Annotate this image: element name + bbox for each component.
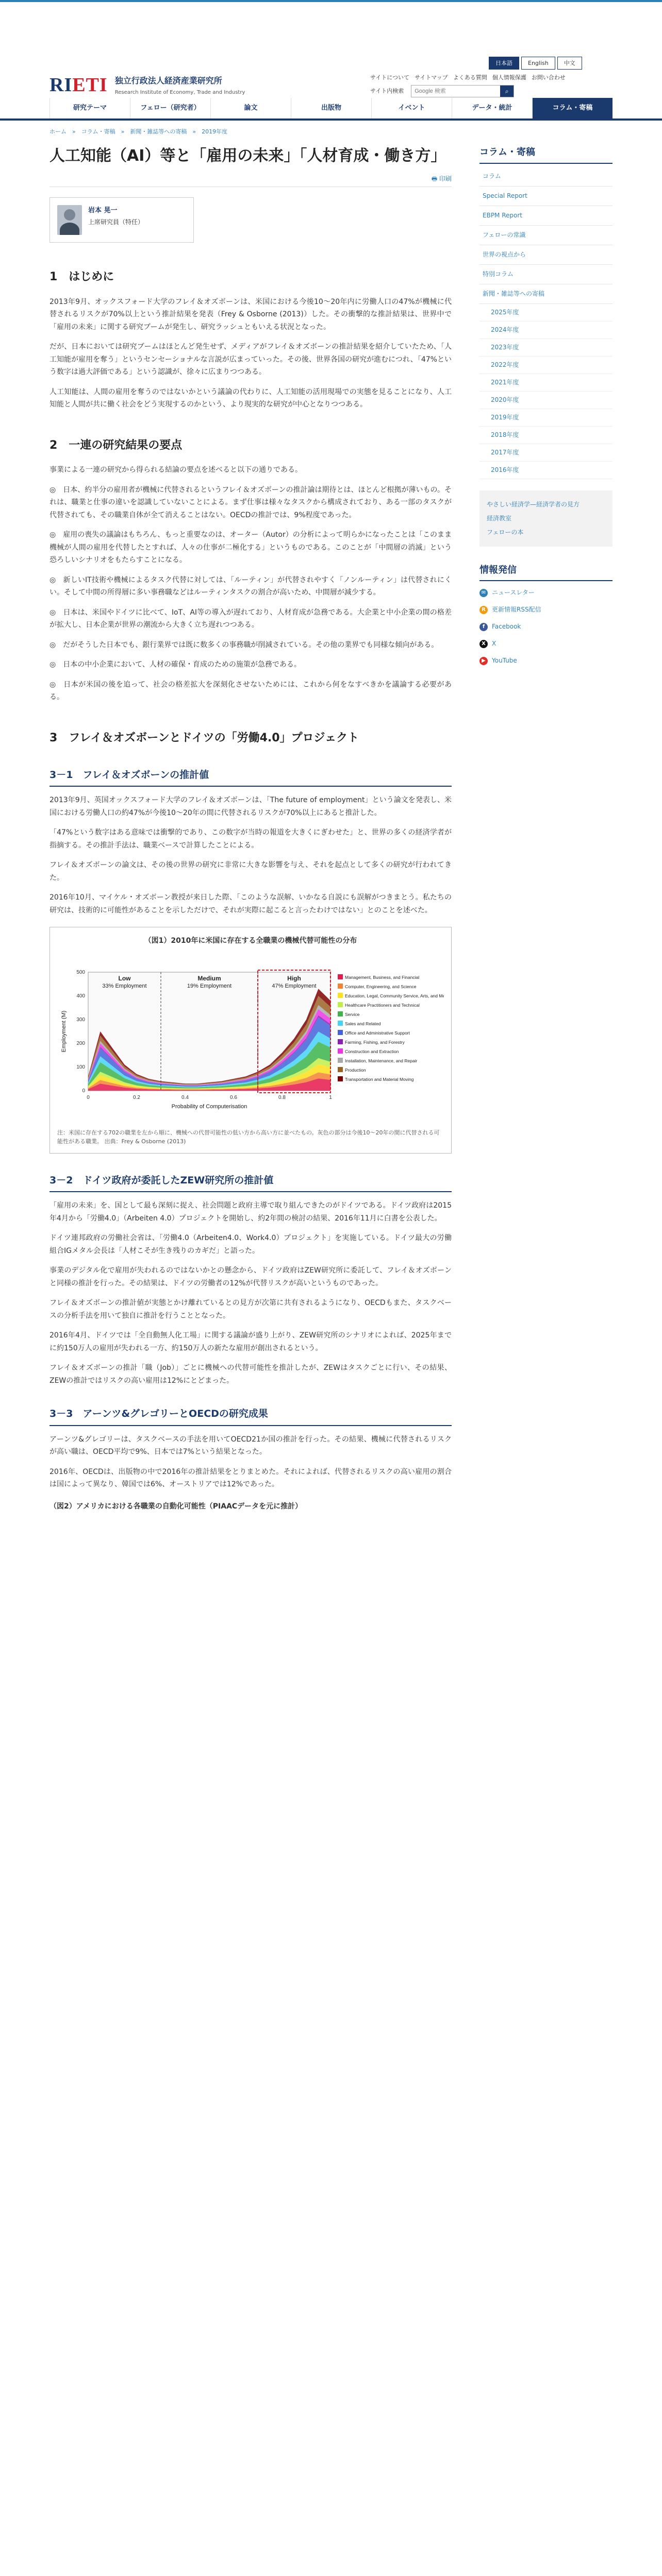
sidebar-year-2023[interactable]: 2023年度	[479, 339, 613, 357]
newsletter-icon: ✉	[479, 589, 488, 597]
lang-ja[interactable]: 日本語	[489, 57, 519, 70]
article	[49, 144, 452, 1517]
band-share-label: 47% Employment	[272, 982, 317, 989]
legend-swatch	[338, 1067, 343, 1072]
lang-en[interactable]: English	[521, 57, 555, 70]
paragraph: 2016年、OECDは、出版物の中で2016年の推計結果をとりまとめた。それによれば、代替されるリスクの高い雇用の割合は国によって異なり、韓国では6%、オーストリアでは12%であった。	[49, 1467, 452, 1488]
y-tick-label: 0	[82, 1088, 85, 1094]
search-input[interactable]	[411, 88, 500, 94]
legend-entry: Production	[345, 1067, 366, 1073]
x-tick-label: 1	[329, 1094, 332, 1100]
nav-fellows[interactable]: フェロー（研究者）	[130, 98, 210, 118]
sidebar-item-media-contributions[interactable]: 新聞・雑誌等への寄稿	[479, 284, 613, 304]
nav-research-themes[interactable]: 研究テーマ	[49, 98, 130, 118]
legend-entry: Office and Administrative Support	[345, 1030, 410, 1036]
legend-swatch	[338, 993, 343, 998]
key-point: ◎ 日本は、米国やドイツに比べて、IoT、AI等の導入が遅れており、人材育成が急務である。大企業と中小企業の間の格差が拡大し、日本企業が世界の潮流から大きく立ち遅れつつある。	[49, 608, 452, 629]
sidebar-year-2021[interactable]: 2021年度	[479, 374, 613, 392]
author-name[interactable]: 岩本 晃一	[88, 207, 118, 214]
print-label: 印刷	[439, 175, 452, 182]
site-header	[0, 2, 662, 96]
paragraph: だが、日本においては研究ブームはほとんど発生せず、メディアがフレイ＆オズボーンの推計結果を紹介していたため、「人工知能が雇用を奪う」というセンセーショナルな言説が広まっていった。その後、世界各国の研究が進むにつれ、「47%という数字は過大評価である」という認識が、徐々に広まりつつある。	[49, 343, 452, 376]
section-2-heading: 2 一連の研究結果の要点	[49, 438, 183, 452]
rss-icon: R	[479, 606, 488, 614]
sidebar-year-2022[interactable]: 2022年度	[479, 357, 613, 374]
org-name-en: Research Institute of Economy, Trade and Industry	[114, 89, 245, 95]
print-link[interactable]: 🖶 印刷	[49, 174, 452, 187]
avatar	[57, 205, 82, 235]
author-info	[88, 205, 144, 235]
util-link-faq[interactable]: よくある質問	[453, 74, 487, 81]
social-link-x[interactable]	[479, 635, 613, 652]
sidebar-heading[interactable]: コラム・寄稿	[479, 144, 613, 164]
y-axis-label: Employment (M)	[61, 1010, 67, 1053]
legend-entry: Service	[345, 1011, 360, 1017]
org-name-jp: 独立行政法人経済産業研究所	[114, 75, 222, 86]
legend-entry: Construction and Extraction	[345, 1048, 399, 1054]
social-link-youtube[interactable]	[479, 652, 613, 669]
figure-2-title: （図2）アメリカにおける各職業の自動化可能性（PIAACデータを元に推計）	[49, 1502, 303, 1511]
paragraph: 事業のデジタル化で雇用が失われるのではないかとの懸念から、ドイツ政府はZEW研究所に委託して、フレイ＆オズボーンと同様の推計を行った。その結果は、ドイツの労働者の12%が代替リスクが高いというものであった。	[49, 1266, 452, 1287]
x-tick-label: 0.4	[181, 1094, 189, 1100]
legend-swatch	[338, 1039, 343, 1044]
legend-entry: Installation, Maintenance, and Repair	[345, 1058, 418, 1063]
social-label: X	[492, 640, 496, 647]
sidebar-item-column[interactable]: コラム	[479, 167, 613, 187]
search-box	[411, 85, 514, 97]
y-tick-label: 400	[76, 993, 85, 999]
related-link[interactable]: 経済教室	[487, 514, 512, 522]
y-tick-label: 100	[76, 1064, 85, 1070]
key-point: ◎ だがそうした日本でも、銀行業界では既に数多くの事務職が削減されている。その他の業界でも同様な傾向がある。	[49, 640, 439, 649]
paragraph: 2016年10月、マイケル・オズボーン教授が来日した際、「このような誤解、いかなる自説にも誤解がつきまとう。私たちの研究は、技術的に可能性があることを示しただけで、それが実際に起こると言ったわけではない」とのことを述べた。	[49, 893, 452, 914]
sidebar-year-2018[interactable]: 2018年度	[479, 427, 613, 444]
section-3-3-heading: 3－3 アーンツ&グレゴリーとOECDの研究成果	[49, 1405, 452, 1426]
band-label: Low	[118, 974, 131, 982]
site-logo[interactable]	[49, 68, 245, 103]
section-3-1-heading: 3－1 フレイ＆オズボーンの推計値	[49, 767, 452, 787]
legend-entry: Management, Business, and Financial	[345, 974, 420, 980]
logo-mark	[49, 68, 108, 103]
legend-swatch	[338, 1058, 343, 1063]
x-tick-label: 0.6	[230, 1094, 237, 1100]
breadcrumb[interactable]: ホーム » コラム・寄稿 » 新聞・雑誌等への寄稿 » 2019年度	[49, 128, 228, 135]
band-label: Medium	[197, 974, 221, 982]
sidebar-year-2020[interactable]: 2020年度	[479, 392, 613, 409]
band-share-label: 19% Employment	[187, 982, 232, 989]
info-section	[479, 562, 613, 670]
legend-entry: Education, Legal, Community Service, Arts, and Media	[345, 993, 444, 998]
key-point: ◎ 日本が米国の後を追って、社会の格差拡大を深刻化させないためには、これから何をなすべきかを議論する必要がある。	[49, 680, 452, 701]
social-link-rss[interactable]	[479, 601, 613, 618]
header-utilities	[370, 57, 613, 97]
legend-swatch	[338, 1030, 343, 1035]
key-point: ◎ 新しいIT技術や機械によるタスク代替に対しては、「ルーティン」が代替されやすく「ノンルーティン」は代替されにくい。そして中間の所得層に多い事務職などはルーティンタスクの割合が高いため、中間層が減少する。	[49, 575, 452, 597]
legend-swatch	[338, 1011, 343, 1016]
youtube-icon: ▶	[479, 657, 488, 665]
x-axis-label: Probability of Computerisation	[171, 1103, 247, 1110]
legend-entry: Transportation and Material Moving	[345, 1076, 414, 1082]
legend-swatch	[338, 1021, 343, 1026]
logo-mark-b: ETI	[72, 74, 108, 96]
paragraph: 「雇用の未来」を、国として最も深刻に捉え、社会問題と政府主導で取り組んできたのがドイツである。ドイツ政府は2015年4月から「労働4.0」（Arbeiten 4.0）プロジェクトを開始し、約2年間の検討の結果、2016年11月に白書を公表した。	[49, 1201, 452, 1223]
legend-swatch	[338, 974, 343, 979]
social-label: 更新情報RSS配信	[492, 606, 541, 613]
paragraph: 2013年9月、英国オックスフォード大学のフレイ＆オズボーンは、「The future of employment」という論文を発表し、米国における労働人口の約47%が今後10〜20年の間に代替されるリスクが70%以上にあると推計した。	[49, 796, 452, 817]
legend-swatch	[338, 1048, 343, 1054]
facebook-icon: f	[479, 623, 488, 631]
figure-1-title: （図1）2010年に米国に存在する全職業の機械代替可能性の分布	[144, 937, 357, 945]
sidebar-year-2025[interactable]: 2025年度	[479, 304, 613, 321]
key-point: ◎ 日本、約半分の雇用者が機械に代替されるというフレイ＆オズボーンの推計論は期待とは、ほとんど根拠が薄いもの。それは、職業と仕事の違いを認識していないことによる。まず仕事は様々なタスクから構成されており、ある一部のタスクが代替されても、その職業自体が全て消えることはない。OECDの推計では、9%程度であった。	[49, 485, 452, 519]
legend-entry: Sales and Related	[345, 1021, 381, 1026]
figure-1-chart	[57, 952, 444, 1122]
legend-entry: Computer, Engineering, and Science	[345, 984, 417, 989]
sidebar-year-2024[interactable]: 2024年度	[479, 321, 613, 339]
util-link-sitemap[interactable]: サイトマップ	[415, 74, 448, 81]
social-label: YouTube	[492, 657, 517, 664]
social-label: ニュースレター	[492, 589, 535, 596]
sidebar-item-ebpm-report[interactable]: EBPM Report	[479, 206, 613, 226]
sidebar	[479, 144, 613, 669]
x-tick-label: 0.8	[278, 1094, 286, 1100]
sidebar-year-2019[interactable]: 2019年度	[479, 409, 613, 427]
nav-publications[interactable]: 出版物	[291, 98, 371, 118]
social-list	[479, 584, 613, 669]
y-tick-label: 300	[76, 1016, 85, 1023]
section-3-heading: 3 フレイ＆オズボーンとドイツの「労働4.0」プロジェクト	[49, 731, 359, 744]
info-heading: 情報発信	[479, 562, 613, 582]
paragraph: ドイツ連邦政府の労働社会省は、「労働4.0（Arbeiten4.0、Work4.0）プロジェクト」を実施している。ドイツ最大の労働組合IGメタル会長は「人材こそが生き残りのカギだ」と語った。	[49, 1234, 452, 1255]
paragraph: フレイ＆オズボーンの論文は、その後の世界の研究に非常に大きな影響を与え、それを起点として多くの研究が行われてきた。	[49, 861, 452, 882]
paragraph: 人工知能は、人間の雇用を奪うのではないかという議論の代わりに、人工知能の活用現場での実態を見ることになり、人工知能と人間が共に働く社会をどう実現するのかという、より現実的な研究が中心となりつつある。	[49, 387, 452, 409]
util-link-contact[interactable]: お問い合わせ	[531, 74, 566, 81]
site-search-row	[370, 85, 613, 97]
sidebar-year-2016[interactable]: 2016年度	[479, 462, 613, 479]
nav-events[interactable]: イベント	[371, 98, 452, 118]
paragraph: フレイ＆オズボーンの推計「職（Job）」ごとに機械への代替可能性を推計したが、ZEWはタスクごとに行い、その結果、ZEWの推計ではリスクの高い雇用は12%にとどまった。	[49, 1364, 452, 1385]
y-tick-label: 500	[76, 969, 85, 975]
lang-zh[interactable]: 中文	[557, 57, 582, 70]
x-icon: X	[479, 640, 488, 648]
util-link-privacy[interactable]: 個人情報保護	[492, 74, 526, 81]
legend-entry: Farming, Fishing, and Forestry	[345, 1039, 405, 1045]
author-card	[49, 197, 194, 243]
author-role: 上席研究員（特任）	[88, 218, 144, 226]
related-link[interactable]: フェローの本	[487, 528, 524, 536]
sidebar-item-fellow-common-sense[interactable]: フェローの常識	[479, 226, 613, 245]
x-tick-label: 0.2	[133, 1094, 140, 1100]
paragraph: 事業による一連の研究から得られる結論の要点を述べると以下の通りである。	[49, 466, 302, 474]
utility-links	[370, 73, 613, 82]
key-point: ◎ 日本の中小企業において、人材の確保・育成のための施策が急務である。	[49, 660, 301, 669]
paragraph: 2016年4月、ドイツでは「全自動無人化工場」に関する議論が盛り上がり、ZEW研究所のシナリオによれば、2025年までに約150万人の雇用が失われる一方、約150万人の新たな雇用が創出されるという。	[49, 1331, 452, 1352]
y-tick-label: 200	[76, 1040, 85, 1046]
social-link-facebook[interactable]	[479, 618, 613, 635]
nav-data[interactable]: データ・統計	[452, 98, 532, 118]
band-label: High	[287, 974, 301, 982]
key-point: ◎ 雇用の喪失の議論はもちろん、もっと重要なのは、オーター（Autor）の分析によって明らかになったことは「このまま機械が人間の雇用を代替したとすれば、人々の仕事が二極化する」というものである。このことが「中間層の消滅」という恐ろしいシナリオをもたらすことになる。	[49, 531, 452, 564]
nav-underline	[0, 118, 662, 121]
page-title: 人工知能（AI）等と「雇用の未来」「人材育成・働き方」	[49, 147, 446, 165]
sidebar-item-special-report[interactable]: Special Report	[479, 187, 613, 206]
logo-mark-a: RI	[49, 74, 73, 96]
legend-swatch	[338, 1002, 343, 1007]
logo-text	[115, 74, 245, 97]
sidebar-year-2017[interactable]: 2017年度	[479, 444, 613, 462]
sidebar-item-world-view[interactable]: 世界の視点から	[479, 245, 613, 265]
x-tick-label: 0	[87, 1094, 90, 1100]
legend-swatch	[338, 1076, 343, 1081]
section-3-2-heading: 3－2 ドイツ政府が委託したZEW研究所の推計値	[49, 1172, 452, 1192]
sidebar-related-box	[479, 490, 613, 547]
social-link-newsletter[interactable]	[479, 584, 613, 601]
main-nav	[49, 98, 613, 118]
search-icon[interactable]: ⌕	[500, 86, 514, 97]
related-link[interactable]: やさしい経済学—経済学者の見方	[487, 500, 580, 508]
figure-1	[49, 927, 452, 1154]
band-share-label: 33% Employment	[102, 982, 147, 989]
language-switcher	[489, 57, 613, 70]
legend-swatch	[338, 984, 343, 989]
nav-papers[interactable]: 論文	[210, 98, 291, 118]
paragraph: アーンツ&グレゴリーは、タスクベースの手法を用いてOECD21か国の推計を行った。その結果、機械に代替されるリスクが高い職は、OECD平均で9%、日本では7%という結果となった。	[49, 1435, 452, 1456]
nav-columns[interactable]: コラム・寄稿	[532, 98, 613, 118]
paragraph: 「47%という数字はある意味では衝撃的であり、この数字が当時の報道を大きくにぎわせた」と、世界の多くの経済学者が指摘する。その推計手法は、職業ベースで計算したことによる。	[49, 828, 452, 850]
paragraph: 2013年9月、オックスフォード大学のフレイ＆オズボーンは、米国における今後10〜20年内に労働人口の47%が機械に代替されるリスクが70%以上という推計結果を発表（Frey & Osborne (2013)）した。その衝撃的な推計結果は、世界中で「雇用の未来」に関する研究ブームが発生し、研究ラッシュともいえる状況となった。	[49, 297, 452, 331]
util-link-about[interactable]: サイトについて	[370, 74, 410, 81]
sidebar-item-special-column[interactable]: 特別コラム	[479, 265, 613, 284]
paragraph: フレイ＆オズボーンの推計値が実態とかけ離れているとの見方が次第に共有されるようになり、OECDもまた、タスクベースの分析手法を用いて独自に推計を行うこととなった。	[49, 1299, 452, 1320]
legend-entry: Healthcare Practitioners and Technical	[345, 1002, 420, 1008]
section-1-heading: 1 はじめに	[49, 270, 114, 283]
figure-1-note: 注：米国に存在する702の職業を左から順に、機械への代替可能性の低い方から高い方に並べたもの。灰色の部分は今後10〜20年の間に代替される可能性がある職業。 出典：Frey & Osborne (2013)	[57, 1129, 440, 1145]
social-label: Facebook	[492, 623, 521, 630]
site-search-label: サイト内検索	[370, 87, 404, 94]
